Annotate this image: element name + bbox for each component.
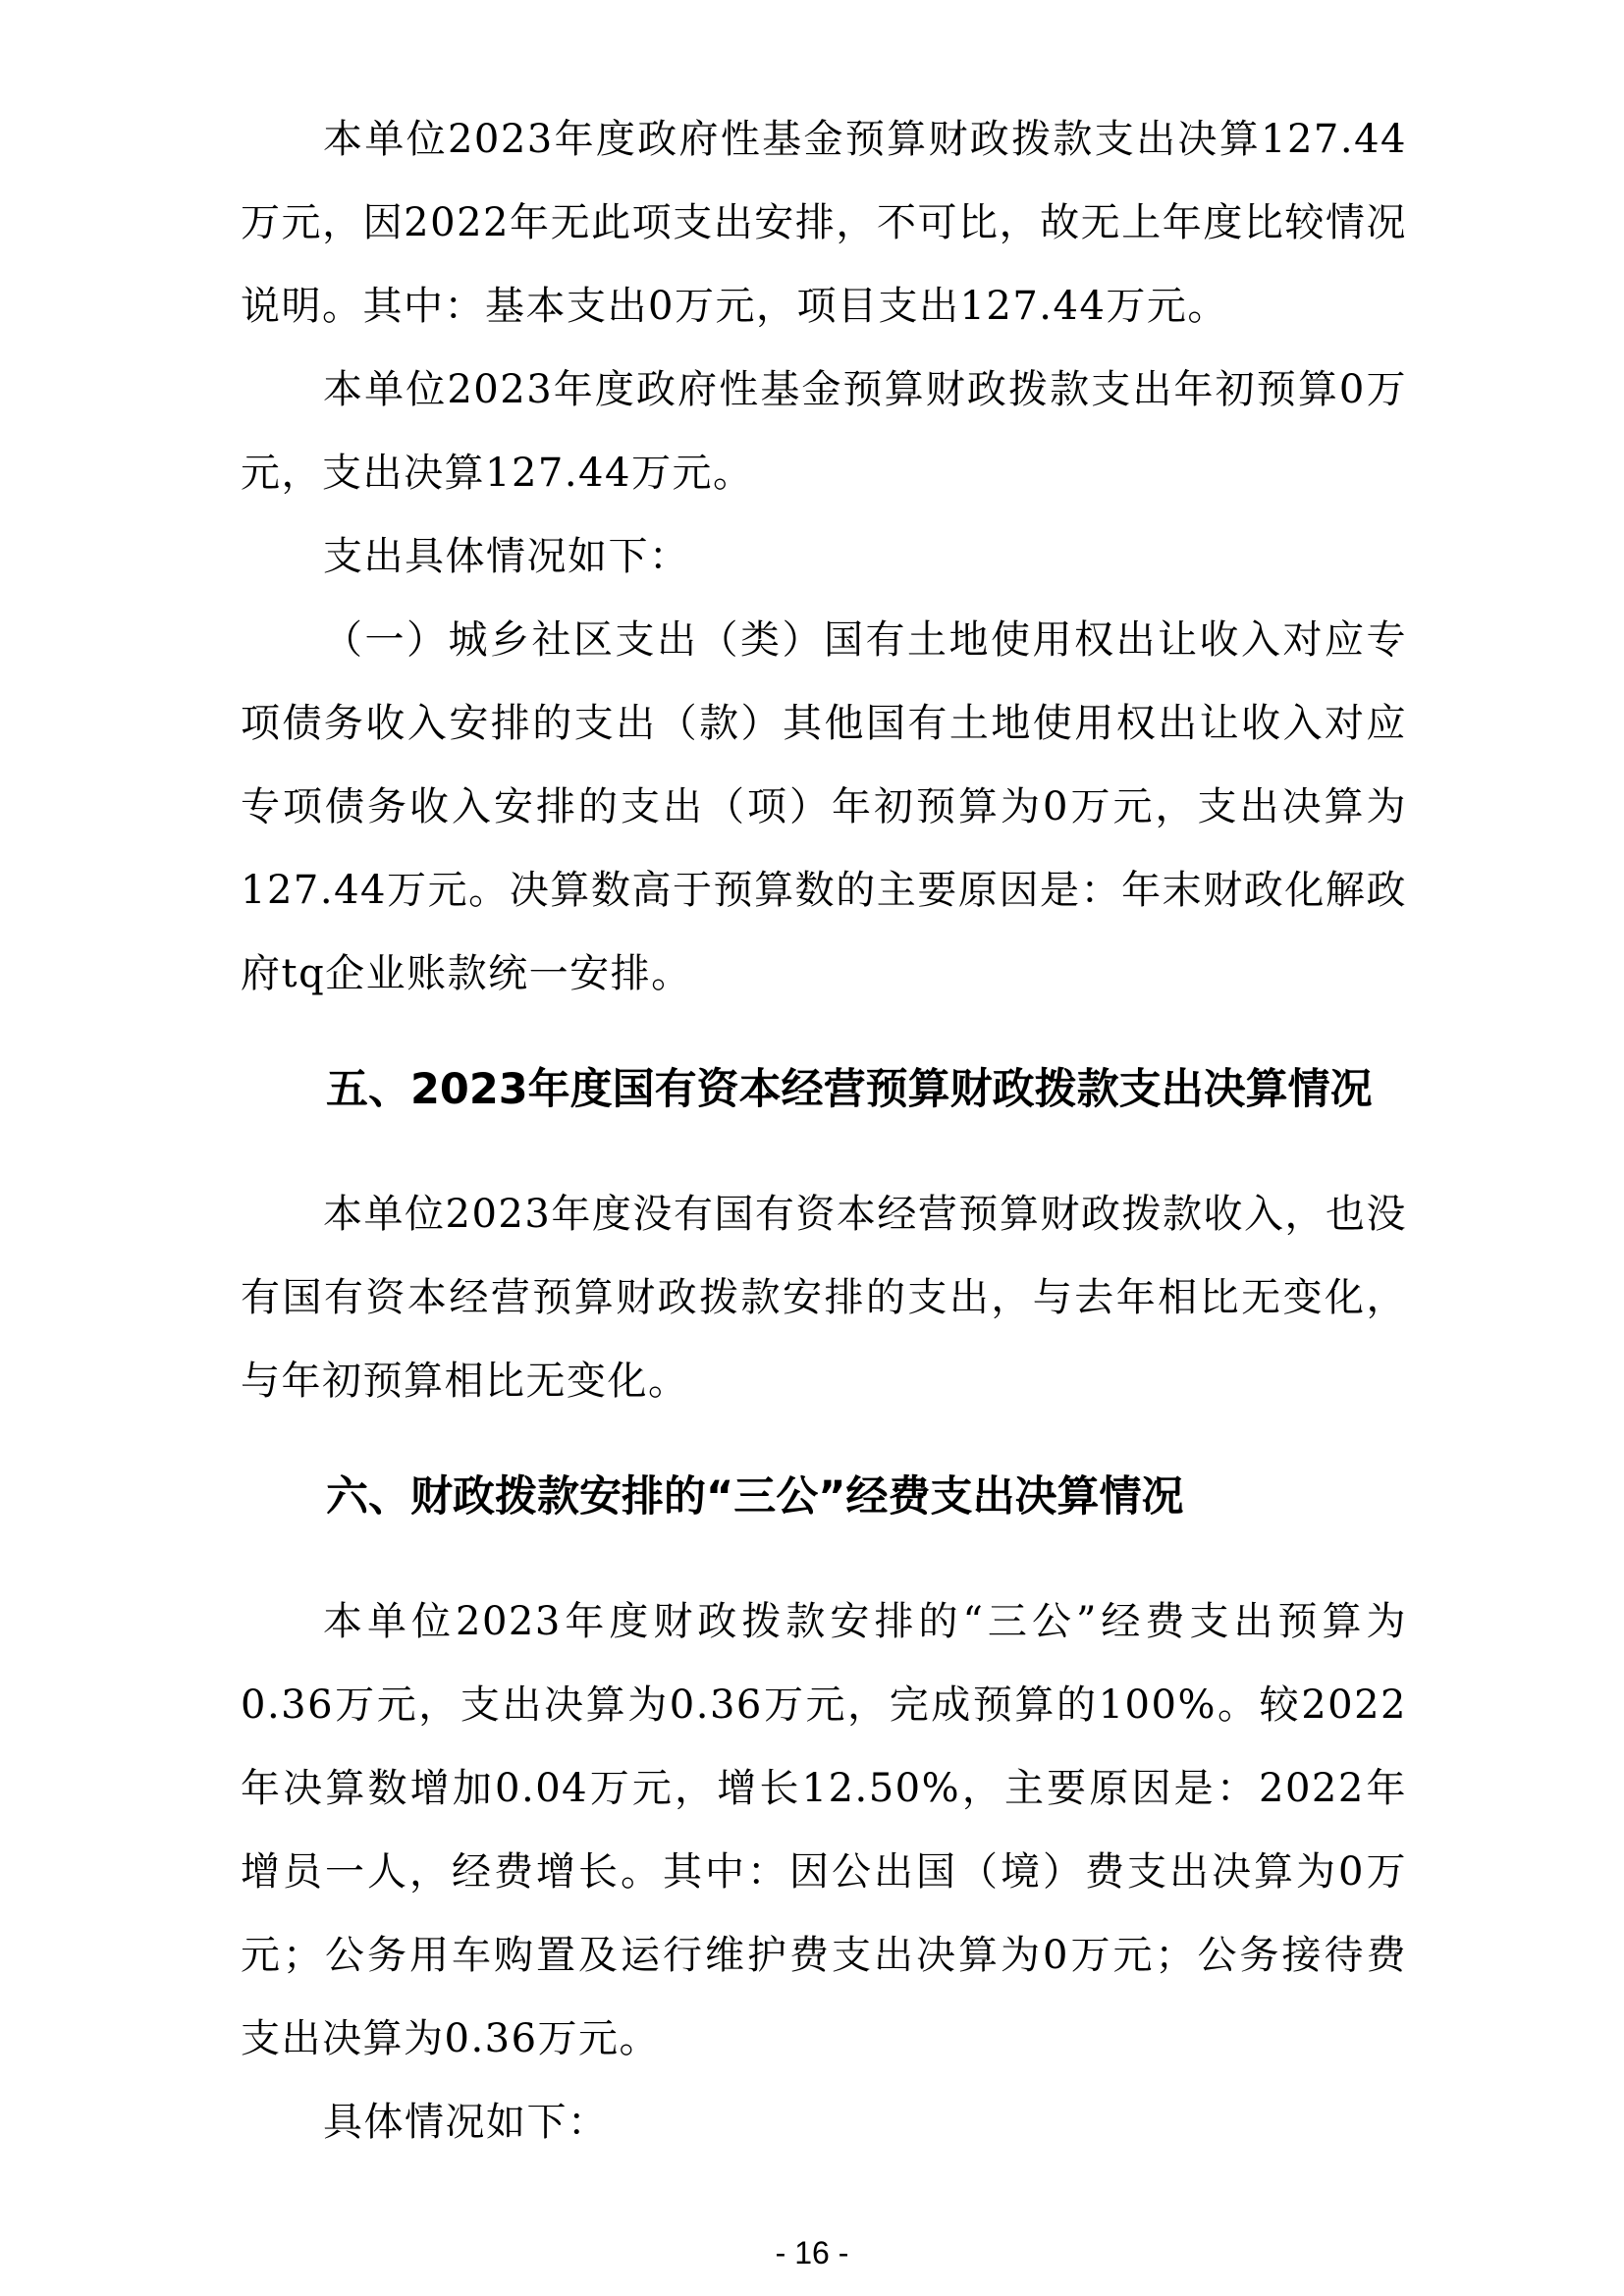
paragraph-details-intro-2: 具体情况如下：	[323, 2100, 609, 2145]
paragraph-urban-rural-expenditure: （一）城乡社区支出（类）国有土地使用权出让收入对应专项债务收入安排的支出（款）其他国有土地使用权出让收入对应专项债务收入安排的支出（项）年初预算为0万元，支出决算为127.44万元。决算数高于预算数的主要原因是：年末财政化解政府tq企业账款统一安排。	[241, 617, 1407, 996]
paragraph-government-fund-expenditure: 本单位2023年度政府性基金预算财政拨款支出决算127.44万元，因2022年无此项支出安排，不可比，故无上年度比较情况说明。其中：基本支出0万元，项目支出127.44万元。	[241, 117, 1407, 329]
paragraph-details-intro: 支出具体情况如下：	[323, 534, 690, 579]
page-number: - 16 -	[775, 2235, 849, 2270]
section-heading-5: 五、2023年度国有资本经营预算财政拨款支出决算情况	[326, 1065, 1373, 1114]
paragraph-three-public-expenses: 本单位2023年度财政拨款安排的“三公”经费支出预算为0.36万元，支出决算为0.36万元，完成预算的100%。较2022年决算数增加0.04万元，增长12.50%，主要原因是：2022年增员一人，经费增长。其中：因公出国（境）费支出决算为0万元；公务用车购置及运行维护费支出决算为0万元；公务接待费支出决算为0.36万元。	[241, 1599, 1407, 2061]
section-heading-6: 六、财政拨款安排的“三公”经费支出决算情况	[326, 1472, 1184, 1522]
paragraph-state-capital-budget: 本单位2023年度没有国有资本经营预算财政拨款收入，也没有国有资本经营预算财政拨款安排的支出，与去年相比无变化，与年初预算相比无变化。	[241, 1192, 1407, 1404]
paragraph-government-fund-budget: 本单位2023年度政府性基金预算财政拨款支出年初预算0万元，支出决算127.44万元。	[241, 367, 1407, 496]
